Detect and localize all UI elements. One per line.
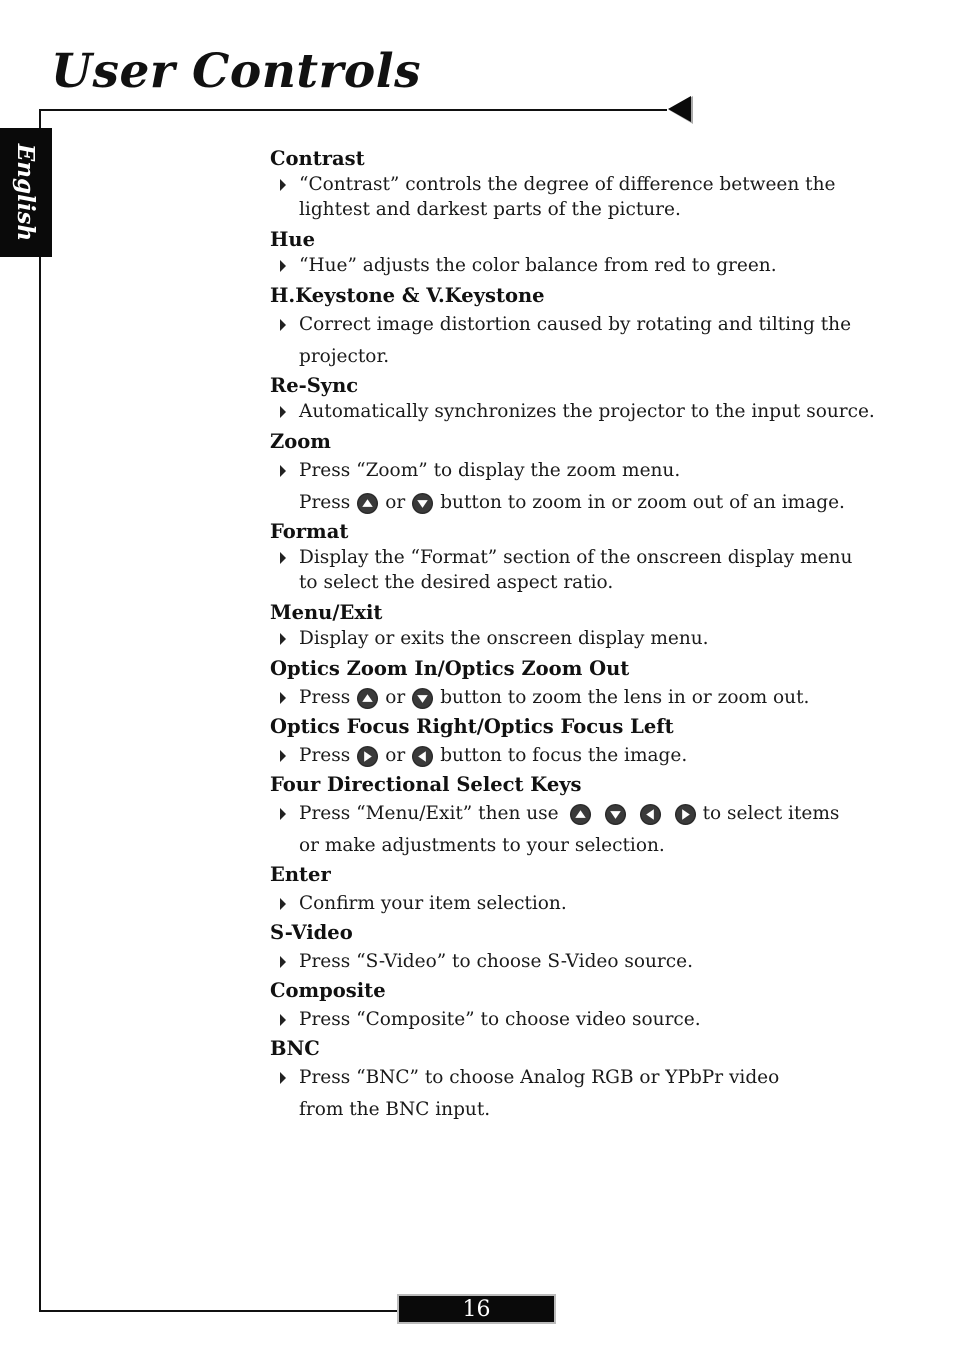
right-triangle-bullet-icon: [278, 798, 288, 830]
section-heading-resync: Re-Sync: [270, 374, 359, 397]
language-tab: [0, 128, 52, 257]
section-heading-hue: Hue: [270, 228, 316, 251]
right-triangle-bullet-icon: [278, 888, 288, 920]
up-arrow-button-icon: [356, 492, 379, 515]
language-tab-label: English: [12, 143, 40, 242]
list-item: [270, 172, 890, 222]
press-word: Press: [299, 687, 351, 708]
list-item: [270, 253, 890, 278]
section-heading-keystone: H.Keystone & V.Keystone: [270, 284, 545, 307]
or-word: or: [385, 492, 406, 513]
right-triangle-bullet-icon: [278, 946, 288, 978]
item-text-line: Press “Composite” to choose video source.: [299, 1009, 701, 1030]
up-arrow-button-icon: [569, 803, 592, 826]
right-triangle-bullet-icon: [278, 309, 288, 341]
press-line-rest: button to zoom the lens in or zoom out.: [440, 687, 810, 708]
right-triangle-bullet-icon: [278, 399, 288, 424]
item-text-line: Display the “Format” section of the onscreen display menu: [299, 547, 853, 568]
item-text-line: to select the desired aspect ratio.: [299, 572, 614, 593]
down-arrow-button-icon: [604, 803, 627, 826]
item-text-line: [299, 740, 890, 772]
right-triangle-bullet-icon: [278, 455, 288, 487]
left-rule: [39, 109, 41, 1312]
or-word: or: [385, 745, 406, 766]
list-item: [270, 455, 890, 519]
section-heading-enter: Enter: [270, 863, 331, 886]
right-triangle-bullet-icon: [278, 682, 288, 714]
left-pointer-icon: [666, 94, 696, 126]
left-arrow-button-icon: [639, 803, 662, 826]
list-item: [270, 740, 890, 772]
section-heading-s-video: S-Video: [270, 921, 353, 944]
line-start: Press “Menu/Exit” then use: [299, 803, 559, 824]
right-arrow-button-icon: [356, 745, 379, 768]
list-item: [270, 1062, 890, 1126]
section-heading-directional-keys: Four Directional Select Keys: [270, 773, 582, 796]
bottom-rule: [39, 1310, 398, 1312]
item-text-line: or make adjustments to your selection.: [299, 835, 665, 856]
top-rule: [39, 109, 667, 111]
page-title: User Controls: [51, 44, 422, 99]
section-heading-bnc: BNC: [270, 1037, 320, 1060]
item-text-line: Correct image distortion caused by rotating and tilting the: [299, 314, 852, 335]
item-text-line: Press “BNC” to choose Analog RGB or YPbPr video: [299, 1067, 780, 1088]
right-triangle-bullet-icon: [278, 1062, 288, 1094]
list-item: [270, 399, 890, 424]
item-text-line: projector.: [299, 346, 390, 367]
up-arrow-button-icon: [356, 687, 379, 710]
right-triangle-bullet-icon: [278, 253, 288, 278]
item-text-line: lightest and darkest parts of the picture.: [299, 199, 681, 220]
item-text-line: [299, 798, 890, 830]
press-line-rest: button to zoom in or zoom out of an image.: [440, 492, 845, 513]
item-text-line: Automatically synchronizes the projector to the input source.: [299, 401, 875, 422]
press-word: Press: [299, 492, 351, 513]
list-item: [270, 798, 890, 862]
item-text-line: Confirm your item selection.: [299, 893, 567, 914]
item-text-line: Press “Zoom” to display the zoom menu.: [299, 460, 681, 481]
right-triangle-bullet-icon: [278, 740, 288, 772]
item-text-line: [299, 487, 890, 519]
page-number: 16: [397, 1294, 556, 1324]
list-item: [270, 309, 890, 373]
press-word: Press: [299, 745, 351, 766]
list-item: [270, 682, 890, 714]
right-triangle-bullet-icon: [278, 545, 288, 570]
section-heading-format: Format: [270, 520, 349, 543]
right-triangle-bullet-icon: [278, 1004, 288, 1036]
section-heading-composite: Composite: [270, 979, 386, 1002]
list-item: [270, 626, 890, 651]
right-arrow-button-icon: [674, 803, 697, 826]
down-arrow-button-icon: [411, 492, 434, 515]
item-text-line: from the BNC input.: [299, 1099, 491, 1120]
left-arrow-button-icon: [411, 745, 434, 768]
list-item: [270, 888, 890, 920]
item-text-line: Display or exits the onscreen display menu.: [299, 628, 709, 649]
section-heading-contrast: Contrast: [270, 147, 365, 170]
list-item: [270, 545, 890, 595]
line-end: to select items: [702, 803, 840, 824]
section-heading-menu-exit: Menu/Exit: [270, 601, 383, 624]
item-text-line: “Contrast” controls the degree of difference between the: [299, 174, 836, 195]
down-arrow-button-icon: [411, 687, 434, 710]
list-item: [270, 946, 890, 978]
item-text-line: [299, 682, 890, 714]
section-heading-optics-zoom: Optics Zoom In/Optics Zoom Out: [270, 657, 630, 680]
list-item: [270, 1004, 890, 1036]
right-triangle-bullet-icon: [278, 172, 288, 197]
section-heading-optics-focus: Optics Focus Right/Optics Focus Left: [270, 715, 674, 738]
item-text-line: “Hue” adjusts the color balance from red to green.: [299, 255, 777, 276]
section-heading-zoom: Zoom: [270, 430, 331, 453]
controls-list: [270, 146, 890, 1126]
or-word: or: [385, 687, 406, 708]
item-text-line: Press “S-Video” to choose S-Video source.: [299, 951, 693, 972]
press-line-rest: button to focus the image.: [440, 745, 688, 766]
right-triangle-bullet-icon: [278, 626, 288, 651]
